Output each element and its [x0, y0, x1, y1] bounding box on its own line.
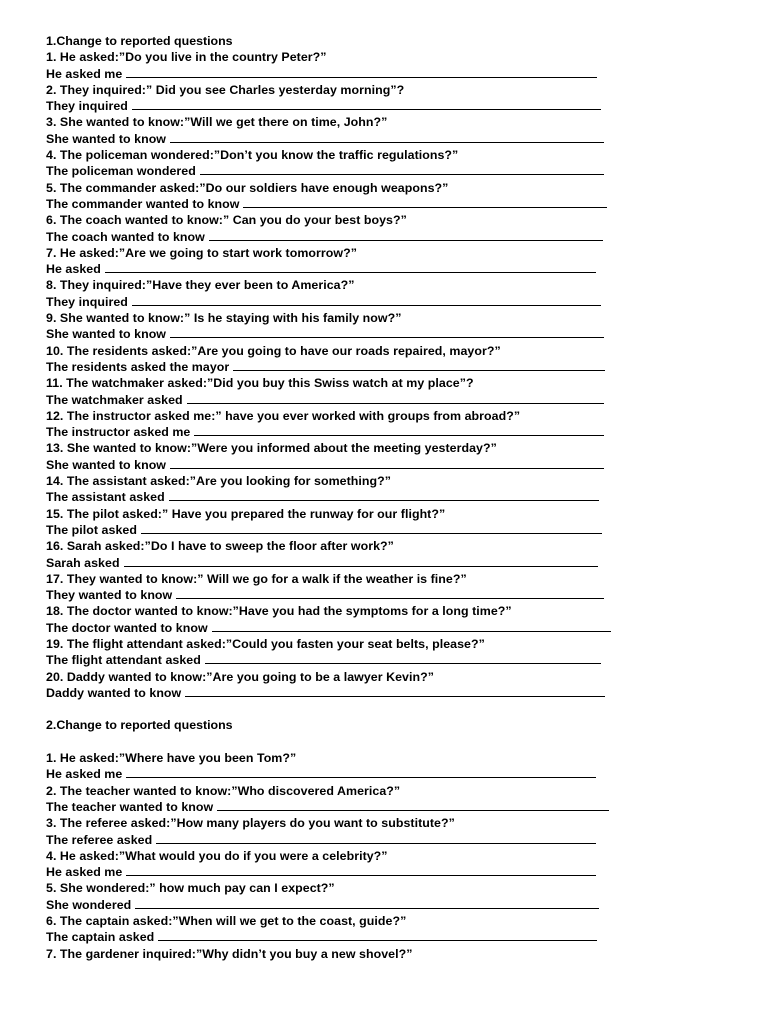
answer-line — [46, 799, 616, 815]
answer-line — [46, 359, 616, 375]
question-line: 7. He asked:”Are we going to start work tomorrow?” — [46, 245, 357, 260]
answer-lead-text: She wanted to know — [46, 457, 166, 472]
answer-line — [46, 832, 616, 848]
answer-lead-text: The residents asked the mayor — [46, 359, 230, 374]
question-line: 13. She wanted to know:”Were you informed about the meeting yesterday?” — [46, 441, 497, 456]
worksheet — [46, 33, 616, 962]
question-line: 2. They inquired:” Did you see Charles yesterday morning”? — [46, 82, 405, 97]
answer-lead-text: He asked me — [46, 767, 123, 782]
question-line: 2. The teacher wanted to know:”Who discovered America?” — [46, 783, 401, 798]
answer-blank[interactable] — [243, 197, 607, 208]
answer-blank[interactable] — [105, 262, 596, 273]
question-line: 6. The captain asked:”When will we get to the coast, guide?” — [46, 914, 407, 929]
answer-line — [46, 929, 616, 945]
answer-lead-text: He asked me — [46, 66, 123, 81]
answer-blank[interactable] — [170, 458, 604, 469]
answer-lead-text: He asked me — [46, 865, 123, 880]
section-2-items — [46, 750, 616, 962]
answer-blank[interactable] — [170, 132, 604, 143]
answer-lead-text: She wanted to know — [46, 327, 166, 342]
answer-blank[interactable] — [135, 898, 599, 909]
answer-lead-text: Daddy wanted to know — [46, 685, 182, 700]
section-2-title: 2.Change to reported questions — [46, 718, 233, 733]
answer-lead-text: They inquired — [46, 294, 128, 309]
answer-line — [46, 522, 616, 538]
answer-line — [46, 229, 616, 245]
section-gap — [46, 701, 616, 717]
answer-line — [46, 196, 616, 212]
answer-line — [46, 392, 616, 408]
answer-blank[interactable] — [124, 556, 598, 567]
answer-line — [46, 326, 616, 342]
answer-lead-text: The commander wanted to know — [46, 196, 240, 211]
section-1-items — [46, 49, 616, 701]
answer-line — [46, 98, 616, 114]
answer-lead-text: The watchmaker asked — [46, 392, 183, 407]
question-line: 8. They inquired:”Have they ever been to America?” — [46, 278, 355, 293]
answer-blank[interactable] — [233, 360, 605, 371]
answer-blank[interactable] — [170, 327, 604, 338]
question-line: 4. The policeman wondered:”Don’t you know the traffic regulations?” — [46, 148, 459, 163]
answer-blank[interactable] — [205, 653, 601, 664]
answer-blank[interactable] — [200, 164, 604, 175]
question-line: 19. The flight attendant asked:”Could you fasten your seat belts, please?” — [46, 636, 485, 651]
answer-line — [46, 163, 616, 179]
answer-line — [46, 294, 616, 310]
question-line: 15. The pilot asked:” Have you prepared the runway for our flight?” — [46, 506, 446, 521]
answer-blank[interactable] — [126, 865, 596, 876]
answer-lead-text: She wondered — [46, 897, 132, 912]
answer-lead-text: She wanted to know — [46, 131, 166, 146]
question-line: 1. He asked:”Do you live in the country Peter?” — [46, 50, 327, 65]
question-line: 14. The assistant asked:”Are you looking for something?” — [46, 474, 391, 489]
answer-blank[interactable] — [194, 425, 604, 436]
answer-lead-text: The assistant asked — [46, 490, 165, 505]
answer-blank[interactable] — [212, 621, 611, 632]
question-line: 6. The coach wanted to know:” Can you do your best boys?” — [46, 213, 407, 228]
answer-line — [46, 66, 616, 82]
answer-lead-text: The flight attendant asked — [46, 653, 201, 668]
answer-line — [46, 864, 616, 880]
answer-line — [46, 457, 616, 473]
answer-line — [46, 620, 616, 636]
question-line: 9. She wanted to know:” Is he staying with his family now?” — [46, 311, 402, 326]
question-line: 16. Sarah asked:”Do I have to sweep the floor after work?” — [46, 539, 394, 554]
answer-lead-text: The pilot asked — [46, 522, 137, 537]
answer-blank[interactable] — [176, 588, 604, 599]
answer-line — [46, 587, 616, 603]
question-line: 3. The referee asked:”How many players do you want to substitute?” — [46, 816, 455, 831]
answer-line — [46, 685, 616, 701]
question-line: 4. He asked:”What would you do if you were a celebrity?” — [46, 848, 388, 863]
answer-line — [46, 489, 616, 505]
answer-blank[interactable] — [209, 230, 603, 241]
question-line: 5. The commander asked:”Do our soldiers have enough weapons?” — [46, 180, 449, 195]
answer-lead-text: Sarah asked — [46, 555, 120, 570]
answer-blank[interactable] — [132, 295, 601, 306]
answer-blank[interactable] — [185, 686, 605, 697]
answer-blank[interactable] — [169, 490, 599, 501]
answer-line — [46, 766, 616, 782]
answer-blank[interactable] — [141, 523, 602, 534]
answer-lead-text: The coach wanted to know — [46, 229, 205, 244]
question-line: 20. Daddy wanted to know:”Are you going to be a lawyer Kevin?” — [46, 669, 434, 684]
answer-line — [46, 897, 616, 913]
question-line: 18. The doctor wanted to know:”Have you had the symptoms for a long time?” — [46, 604, 512, 619]
question-line: 10. The residents asked:”Are you going to have our roads repaired, mayor?” — [46, 343, 501, 358]
question-line: 5. She wondered:” how much pay can I expect?” — [46, 881, 335, 896]
question-line: 1. He asked:”Where have you been Tom?” — [46, 751, 297, 766]
question-line: 3. She wanted to know:”Will we get there on time, John?” — [46, 115, 388, 130]
answer-blank[interactable] — [217, 800, 609, 811]
answer-blank[interactable] — [132, 99, 601, 110]
section-1-title: 1.Change to reported questions — [46, 34, 233, 48]
question-line: 7. The gardener inquired:”Why didn’t you buy a new shovel?” — [46, 946, 413, 961]
answer-blank[interactable] — [126, 767, 596, 778]
question-line: 11. The watchmaker asked:”Did you buy this Swiss watch at my place”? — [46, 376, 474, 391]
answer-lead-text: The doctor wanted to know — [46, 620, 208, 635]
answer-lead-text: The policeman wondered — [46, 164, 196, 179]
section-gap — [46, 734, 616, 750]
answer-blank[interactable] — [187, 393, 604, 404]
answer-blank[interactable] — [156, 833, 596, 844]
answer-blank[interactable] — [158, 930, 597, 941]
answer-lead-text: The referee asked — [46, 832, 153, 847]
answer-lead-text: They wanted to know — [46, 588, 173, 603]
answer-line — [46, 424, 616, 440]
answer-lead-text: The instructor asked me — [46, 425, 191, 440]
answer-line — [46, 131, 616, 147]
answer-lead-text: The teacher wanted to know — [46, 799, 214, 814]
answer-line — [46, 652, 616, 668]
question-line: 17. They wanted to know:” Will we go for a walk if the weather is fine?” — [46, 571, 467, 586]
question-line: 12. The instructor asked me:” have you ever worked with groups from abroad?” — [46, 408, 521, 423]
answer-lead-text: He asked — [46, 262, 101, 277]
answer-line — [46, 555, 616, 571]
answer-lead-text: The captain asked — [46, 930, 155, 945]
answer-lead-text: They inquired — [46, 99, 128, 114]
answer-blank[interactable] — [126, 67, 597, 78]
answer-line — [46, 261, 616, 277]
